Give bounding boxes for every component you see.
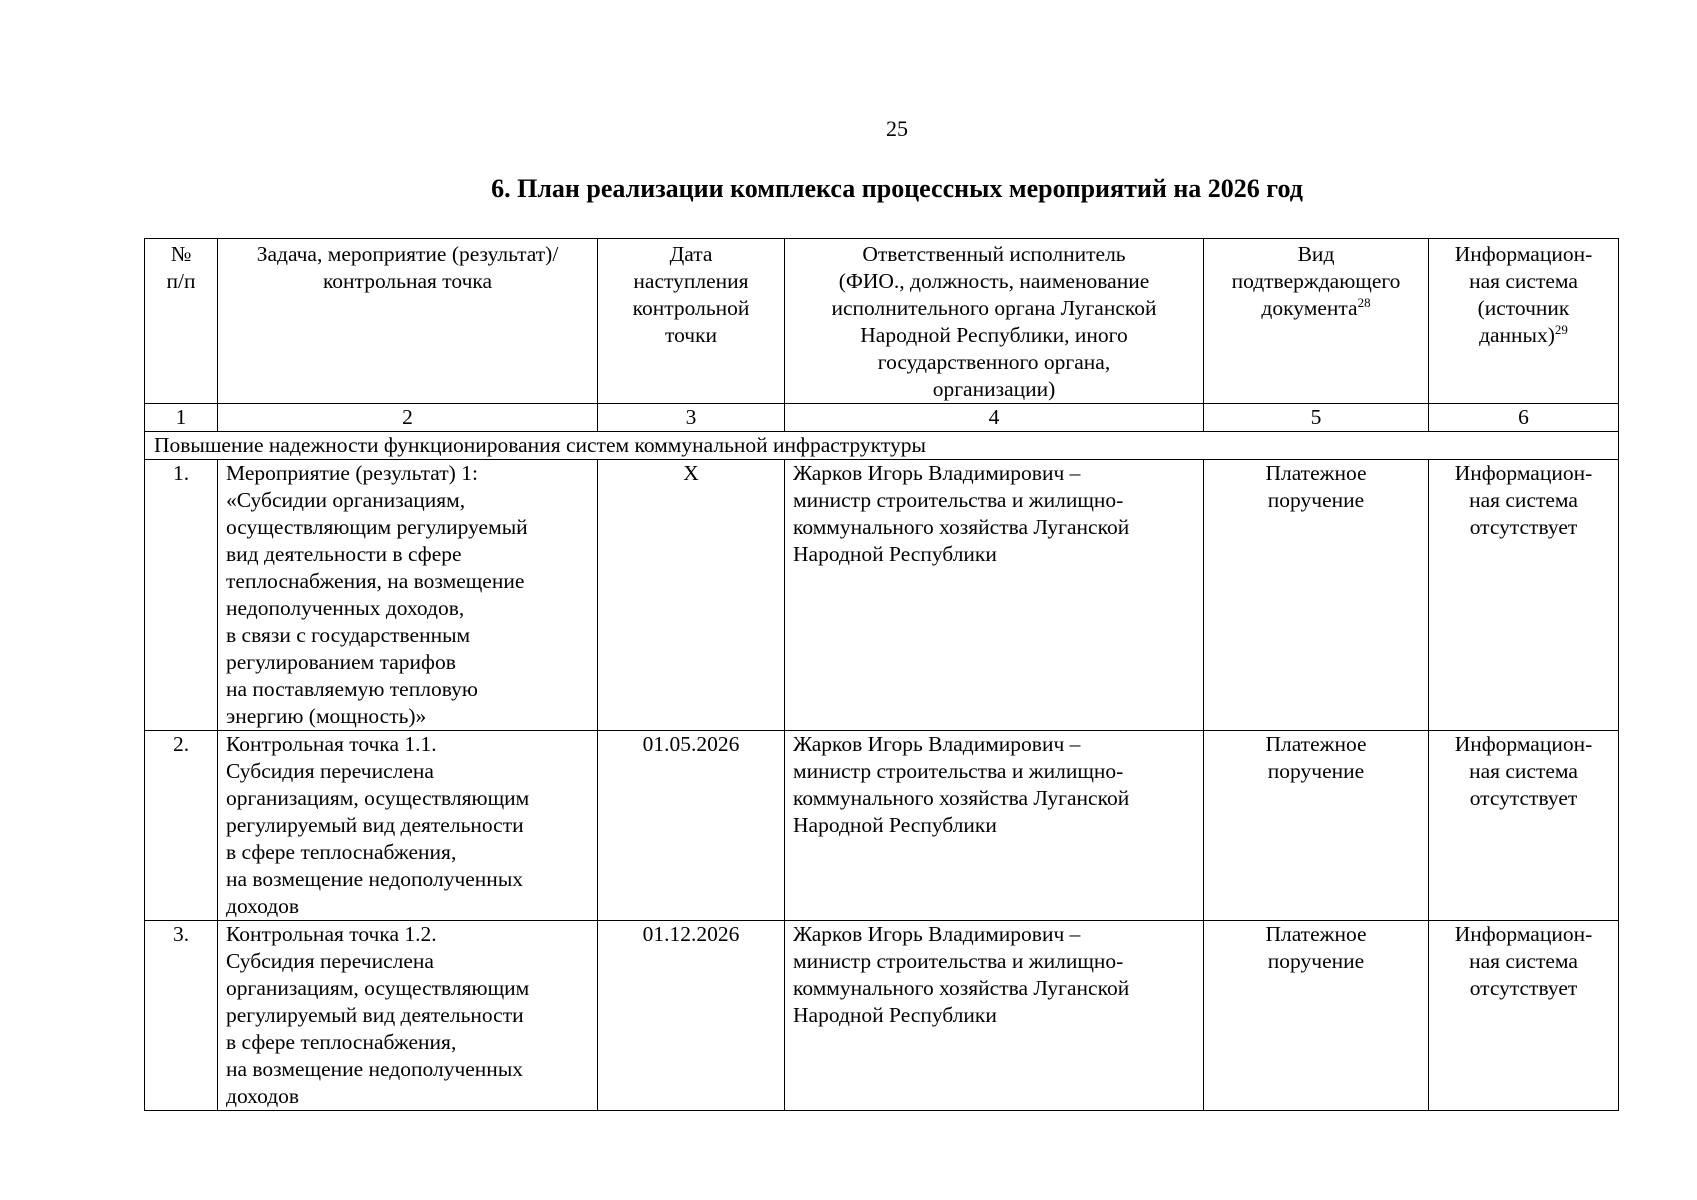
header-line: точки <box>664 323 718 347</box>
table-row <box>145 460 1619 731</box>
text-line: доходов <box>226 894 300 918</box>
row-task <box>218 731 598 921</box>
text-line: Субсидия перечислена <box>226 949 434 973</box>
header-line: п/п <box>166 269 196 293</box>
header-task <box>218 239 598 404</box>
text-line: Жарков Игорь Владимирович – <box>793 461 1081 485</box>
row-number: 2. <box>145 731 218 921</box>
text-line: вид деятельности в сфере <box>226 542 462 566</box>
text-line: министр строительства и жилищно- <box>793 759 1124 783</box>
header-document <box>1204 239 1429 404</box>
header-line: (ФИО., должность, наименование <box>838 269 1150 293</box>
text-line: отсутствует <box>1469 786 1578 810</box>
text-line: Платежное <box>1265 922 1367 946</box>
row-system <box>1429 921 1619 1111</box>
header-line: государственного органа, <box>877 350 1111 374</box>
header-line: подтверждающего <box>1231 269 1401 293</box>
header-line: Дата <box>669 242 713 266</box>
text-line: Субсидия перечислена <box>226 759 434 783</box>
row-document <box>1204 460 1429 731</box>
header-text: данных) <box>1479 323 1555 347</box>
header-responsible <box>785 239 1204 404</box>
header-line-with-note <box>1212 295 1420 322</box>
header-line: контрольная точка <box>322 269 493 293</box>
text-line: Информацион- <box>1454 922 1593 946</box>
header-system <box>1429 239 1619 404</box>
text-line: Информацион- <box>1454 732 1593 756</box>
text-line: организациям, осуществляющим <box>226 976 530 1000</box>
header-line: ная система <box>1469 269 1578 293</box>
text-line: поручение <box>1267 759 1365 783</box>
column-index: 5 <box>1204 404 1429 432</box>
plan-table <box>144 238 1619 1111</box>
header-text: документа <box>1261 296 1358 320</box>
table-row <box>145 921 1619 1111</box>
text-line: Платежное <box>1265 461 1367 485</box>
header-line: Вид <box>1297 242 1335 266</box>
page-number: 25 <box>886 116 908 141</box>
footnote-ref: 28 <box>1357 294 1371 310</box>
table-row <box>145 731 1619 921</box>
column-index: 2 <box>218 404 598 432</box>
text-line: Жарков Игорь Владимирович – <box>793 732 1081 756</box>
row-date: 01.05.2026 <box>598 731 785 921</box>
text-line: ная система <box>1469 759 1578 783</box>
header-line: № <box>170 242 192 266</box>
header-line: контрольной <box>632 296 750 320</box>
row-system <box>1429 460 1619 731</box>
text-line: энергию (мощность)» <box>226 704 427 728</box>
text-line: коммунального хозяйства Луганской <box>793 515 1130 539</box>
row-responsible <box>785 921 1204 1111</box>
header-number <box>145 239 218 404</box>
row-number: 1. <box>145 460 218 731</box>
header-line: Задача, мероприятие (результат)/ <box>256 242 559 266</box>
header-line: Народной Республики, иного <box>860 323 1128 347</box>
column-index: 1 <box>145 404 218 432</box>
text-line: доходов <box>226 1084 300 1108</box>
text-line: поручение <box>1267 949 1365 973</box>
header-line: (источник <box>1477 296 1570 320</box>
text-line: Информацион- <box>1454 461 1593 485</box>
section-title: Повышение надежности функционирования систем коммунальной инфраструктуры <box>145 432 1619 460</box>
text-line: «Субсидии организациям, <box>226 488 466 512</box>
row-responsible <box>785 731 1204 921</box>
column-index: 4 <box>785 404 1204 432</box>
text-line: осуществляющим регулируемый <box>226 515 528 539</box>
text-line: ная система <box>1469 949 1578 973</box>
text-line: Платежное <box>1265 732 1367 756</box>
text-line: министр строительства и жилищно- <box>793 949 1124 973</box>
header-line: Информацион- <box>1454 242 1593 266</box>
section-row <box>145 432 1619 460</box>
column-index: 3 <box>598 404 785 432</box>
text-line: теплоснабжения, на возмещение <box>226 569 525 593</box>
text-line: Мероприятие (результат) 1: <box>226 461 478 485</box>
text-line: коммунального хозяйства Луганской <box>793 786 1130 810</box>
header-line: исполнительного органа Луганской <box>831 296 1157 320</box>
header-line: Ответственный исполнитель <box>862 242 1126 266</box>
row-task <box>218 460 598 731</box>
text-line: отсутствует <box>1469 515 1578 539</box>
table-header-row <box>145 239 1619 404</box>
row-number: 3. <box>145 921 218 1111</box>
row-date: Х <box>598 460 785 731</box>
text-line: Контрольная точка 1.1. <box>226 732 437 756</box>
text-line: регулируемый вид деятельности <box>226 813 524 837</box>
text-line: Жарков Игорь Владимирович – <box>793 922 1081 946</box>
text-line: в связи с государственным <box>226 623 471 647</box>
row-document <box>1204 921 1429 1111</box>
text-line: Контрольная точка 1.2. <box>226 922 437 946</box>
text-line: организациям, осуществляющим <box>226 786 530 810</box>
text-line: поручение <box>1267 488 1365 512</box>
row-task <box>218 921 598 1111</box>
text-line: Народной Республики <box>793 813 997 837</box>
text-line: регулируемый вид деятельности <box>226 1003 524 1027</box>
text-line: в сфере теплоснабжения, <box>226 840 457 864</box>
page-title: 6. План реализации комплекса процессных мероприятий на 2026 год <box>491 174 1303 203</box>
text-line: отсутствует <box>1469 976 1578 1000</box>
text-line: в сфере теплоснабжения, <box>226 1030 457 1054</box>
text-line: на возмещение недополученных <box>226 867 524 891</box>
column-index: 6 <box>1429 404 1619 432</box>
text-line: ная система <box>1469 488 1578 512</box>
text-line: регулированием тарифов <box>226 650 456 674</box>
column-index-row <box>145 404 1619 432</box>
footnote-ref: 29 <box>1554 321 1568 337</box>
header-date <box>598 239 785 404</box>
row-date: 01.12.2026 <box>598 921 785 1111</box>
text-line: министр строительства и жилищно- <box>793 488 1124 512</box>
text-line: Народной Республики <box>793 1003 997 1027</box>
row-responsible <box>785 460 1204 731</box>
text-line: коммунального хозяйства Луганской <box>793 976 1130 1000</box>
text-line: на поставляемую тепловую <box>226 677 478 701</box>
header-line: организации) <box>932 377 1056 401</box>
row-document <box>1204 731 1429 921</box>
row-system <box>1429 731 1619 921</box>
header-line-with-note <box>1437 322 1610 349</box>
text-line: Народной Республики <box>793 542 997 566</box>
text-line: недополученных доходов, <box>226 596 465 620</box>
header-line: наступления <box>633 269 749 293</box>
text-line: на возмещение недополученных <box>226 1057 524 1081</box>
